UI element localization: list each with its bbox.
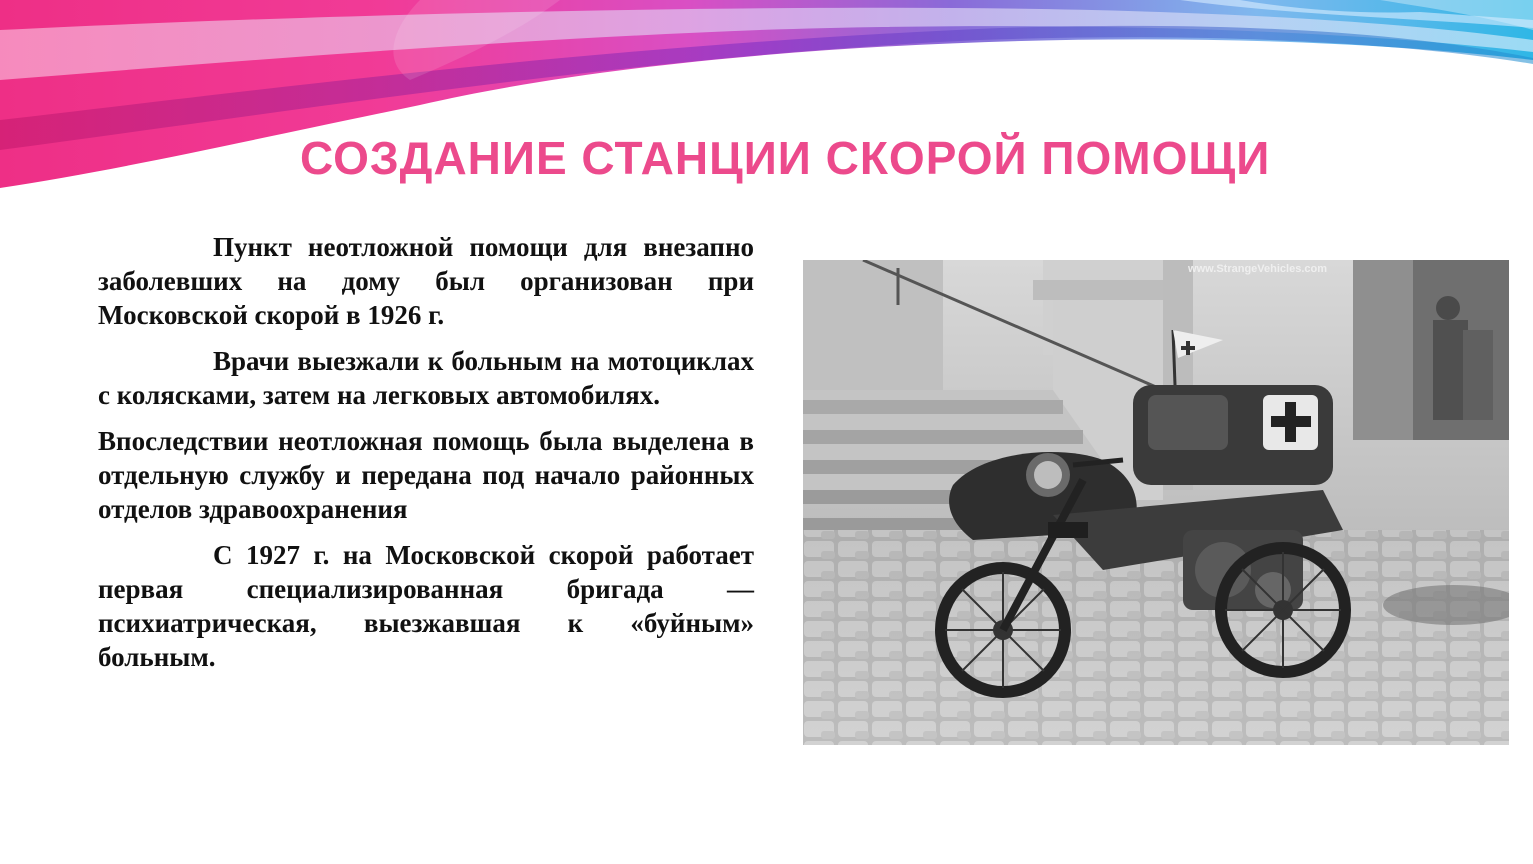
body-text	[98, 230, 754, 686]
paragraph-4: С 1927 г. на Московской скорой работает первая специализированная бригада — психиатрическая, выезжавшая к «буйным» больным.	[98, 540, 754, 672]
paragraph-3: Впоследствии неотложная помощь была выделена в отдельную службу и передана под начало районных отделов здравоохранения	[98, 426, 754, 524]
photo-watermark: www.StrangeVehicles.com	[1188, 263, 1327, 275]
paragraph-2: Врачи выезжали к больным на мотоциклах с колясками, затем на легковых автомобилях.	[98, 346, 754, 410]
paragraph-1: Пункт неотложной помощи для внезапно заболевших на дому был организован при Московской скорой в 1926 г.	[98, 232, 754, 330]
slide-title: СОЗДАНИЕ СТАНЦИИ СКОРОЙ ПОМОЩИ	[300, 132, 1271, 184]
photo-illustration	[803, 260, 1509, 745]
ambulance-motorcycle-photo	[803, 260, 1509, 745]
